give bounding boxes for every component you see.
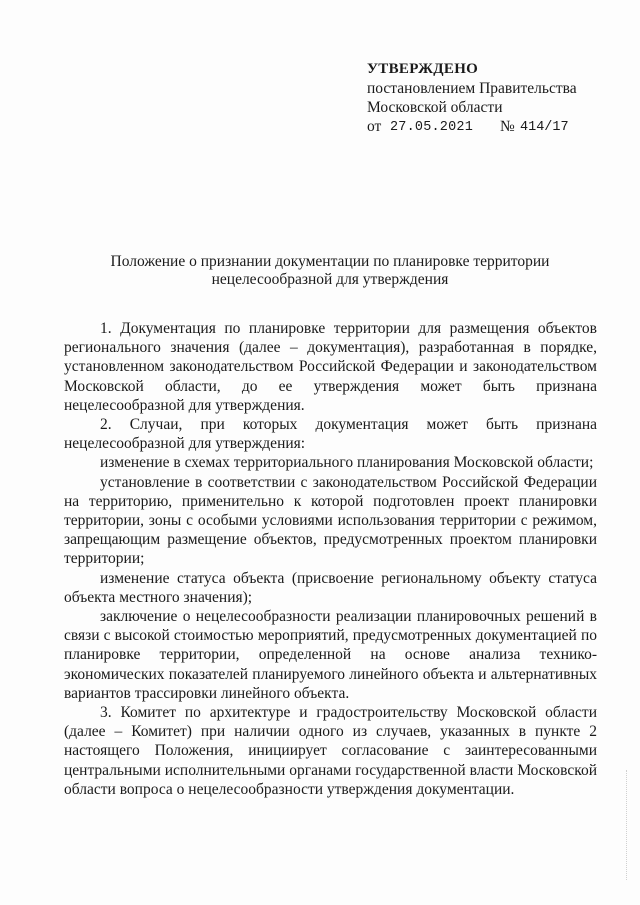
paragraph-1: 1. Документация по планировке территории для размещения объектов регионального значения (далее – документация), разработанная в порядке, установленном законодательством Российской Федерации и законодательством Московской области, до ее утверждения может быть признана нецелесообразной для утверждения. bbox=[64, 320, 597, 414]
approval-block bbox=[367, 60, 617, 136]
paragraph-2-case-4: заключение о нецелесообразности реализации планировочных решений в связи с высокой стоимостью мероприятий, предусмотренных документацией по планировке территории, определенной на основе анализа технико-экономических показателей планируемого линейного объекта и альтернативных вариантов трассировки линейного объекта. bbox=[64, 608, 597, 702]
paragraph-2-case-1: изменение в схемах территориального планирования Московской области; bbox=[100, 454, 594, 472]
document-body bbox=[64, 319, 597, 799]
approval-number-label: № bbox=[500, 118, 515, 135]
paragraph-2-case-3: изменение статуса объекта (присвоение региональному объекту статуса объекта местного значения); bbox=[64, 569, 597, 606]
scan-edge-marks bbox=[626, 770, 629, 880]
document-title-line-1: Положение о признании документации по планировке территории bbox=[110, 253, 550, 270]
approved-heading: УТВЕРЖДЕНО bbox=[367, 61, 479, 77]
approval-line-2: Московской области bbox=[367, 99, 503, 116]
paragraph-2: 2. Случаи, при которых документация может быть признана нецелесообразной для утверждения: bbox=[64, 416, 597, 453]
paragraph-3: 3. Комитет по архитектуре и градостроительству Московской области (далее – Комитет) при наличии одного из случаев, указанных в пункте 2 настоящего Положения, инициирует согласование с заинтересованными центральными исполнительными органами государственной власти Московской области вопроса о нецелесообразности утверждения документации. bbox=[64, 704, 597, 798]
approval-date-line bbox=[367, 117, 617, 136]
paragraph-2-case-2: установление в соответствии с законодательством Российской Федерации на территорию, применительно к которой подготовлен проект планировки территории, зоны с особыми условиями использования территории с режимом, запрещающим размещение объектов, предусмотренных проектом планировки территории; bbox=[64, 473, 597, 568]
approval-date: 27.05.2021 bbox=[390, 120, 474, 135]
approval-line-1: постановлением Правительства bbox=[367, 80, 577, 97]
approval-number: 414/17 bbox=[520, 120, 569, 135]
document-title bbox=[60, 253, 600, 289]
approval-from-label: от bbox=[367, 118, 382, 135]
document-title-line-2: нецелесообразной для утверждения bbox=[211, 271, 449, 288]
